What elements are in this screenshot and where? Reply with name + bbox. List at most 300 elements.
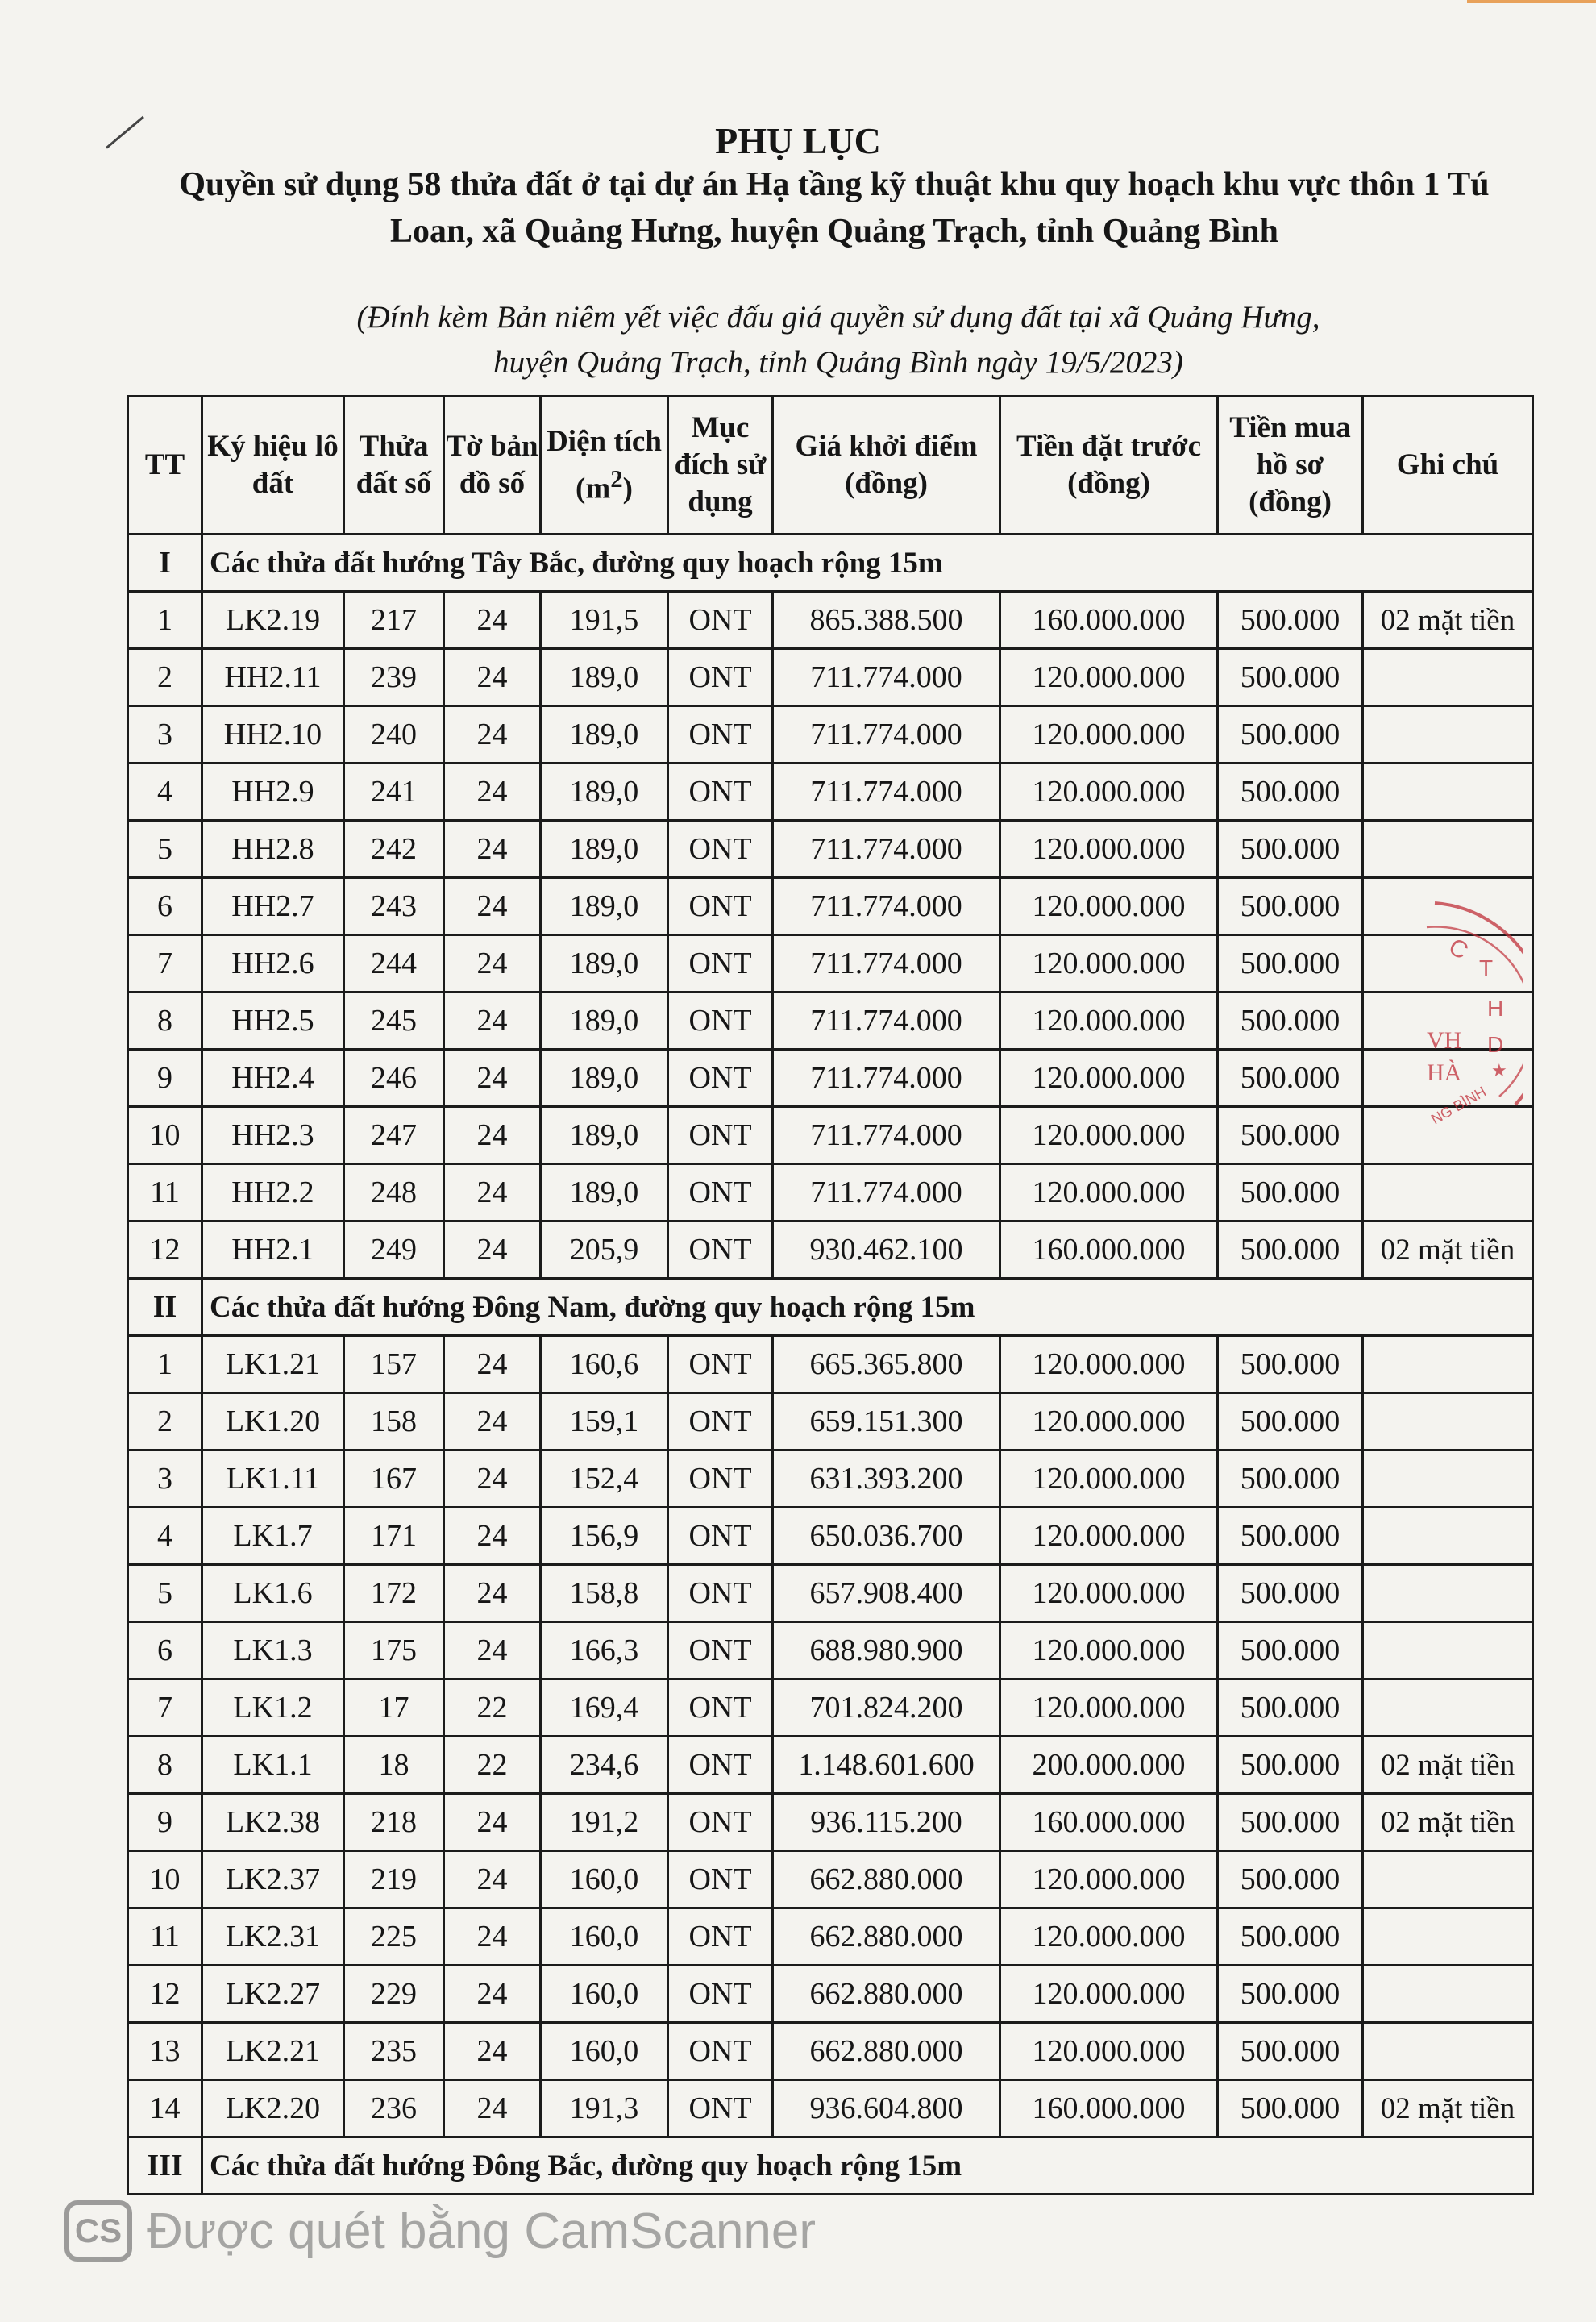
camscanner-watermark	[64, 2195, 951, 2267]
cell-ky-hieu: LK1.11	[202, 1450, 344, 1508]
cell-tien-dat-truoc: 120.000.000	[1000, 706, 1218, 764]
cell-to-ban-do: 22	[444, 1679, 541, 1737]
cell-tien-dat-truoc: 120.000.000	[1000, 878, 1218, 935]
cell-gia-khoi-diem: 650.036.700	[773, 1508, 1000, 1565]
cell-ghi-chu: 02 mặt tiền	[1363, 1737, 1533, 1794]
cell-thua: 218	[344, 1794, 444, 1851]
cell-ghi-chu	[1363, 1622, 1533, 1679]
cell-tien-dat-truoc: 120.000.000	[1000, 1336, 1218, 1393]
header-thua: Thửa đất số	[344, 397, 444, 535]
cell-dien-tich: 189,0	[541, 992, 668, 1050]
table-row	[128, 1622, 1533, 1679]
cell-ky-hieu: HH2.5	[202, 992, 344, 1050]
subtitle-line-2: Loan, xã Quảng Hưng, huyện Quảng Trạch, tỉnh Quảng Bình	[389, 213, 1279, 250]
cell-tien-dat-truoc: 120.000.000	[1000, 2023, 1218, 2080]
cell-to-ban-do: 24	[444, 1794, 541, 1851]
cell-muc-dich: ONT	[668, 1508, 773, 1565]
table-row	[128, 1393, 1533, 1450]
cell-dien-tich: 234,6	[541, 1737, 668, 1794]
note-line-1: (Đính kèm Bản niêm yết việc đấu giá quyền sử dụng đất tại xã Quảng Hưng,	[356, 300, 1320, 335]
cell-gia-khoi-diem: 711.774.000	[773, 706, 1000, 764]
cell-gia-khoi-diem: 665.365.800	[773, 1336, 1000, 1393]
cell-tien-dat-truoc: 120.000.000	[1000, 1622, 1218, 1679]
cell-to-ban-do: 24	[444, 592, 541, 649]
cell-to-ban-do: 24	[444, 1050, 541, 1107]
cell-tien-dat-truoc: 160.000.000	[1000, 2080, 1218, 2137]
cell-thua: 229	[344, 1966, 444, 2023]
cell-tien-dat-truoc: 120.000.000	[1000, 1508, 1218, 1565]
table-row	[128, 1966, 1533, 2023]
cell-tien-dat-truoc: 120.000.000	[1000, 1679, 1218, 1737]
cell-tien-dat-truoc: 160.000.000	[1000, 1221, 1218, 1279]
cell-tien-mua-ho-so: 500.000	[1218, 1164, 1363, 1221]
cell-tien-mua-ho-so: 500.000	[1218, 1450, 1363, 1508]
section-row	[128, 2137, 1533, 2195]
cell-to-ban-do: 24	[444, 1164, 541, 1221]
cell-muc-dich: ONT	[668, 1450, 773, 1508]
cell-thua: 167	[344, 1450, 444, 1508]
cell-tt: 3	[128, 706, 202, 764]
cell-tien-mua-ho-so: 500.000	[1218, 935, 1363, 992]
cell-tt: 8	[128, 1737, 202, 1794]
cell-gia-khoi-diem: 711.774.000	[773, 1050, 1000, 1107]
cell-tien-dat-truoc: 120.000.000	[1000, 1966, 1218, 2023]
cell-muc-dich: ONT	[668, 992, 773, 1050]
table-row	[128, 592, 1533, 649]
cell-muc-dich: ONT	[668, 1050, 773, 1107]
cell-tien-dat-truoc: 160.000.000	[1000, 1794, 1218, 1851]
table-row	[128, 821, 1533, 878]
cell-thua: 241	[344, 764, 444, 821]
table-row	[128, 1221, 1533, 1279]
cell-tien-mua-ho-so: 500.000	[1218, 1908, 1363, 1966]
svg-text:D: D	[1487, 1032, 1504, 1057]
cell-tt: 9	[128, 1050, 202, 1107]
cell-ky-hieu: LK1.6	[202, 1565, 344, 1622]
cell-to-ban-do: 24	[444, 1221, 541, 1279]
header-ky-hieu: Ký hiệu lô đất	[202, 397, 344, 535]
cell-to-ban-do: 24	[444, 1966, 541, 2023]
cell-tien-dat-truoc: 160.000.000	[1000, 592, 1218, 649]
cell-tt: 6	[128, 1622, 202, 1679]
document-subtitle	[137, 161, 1532, 255]
header-dien-tich	[541, 397, 668, 535]
cell-dien-tich: 189,0	[541, 1164, 668, 1221]
cell-muc-dich: ONT	[668, 1966, 773, 2023]
cell-dien-tich: 156,9	[541, 1508, 668, 1565]
cell-muc-dich: ONT	[668, 2080, 773, 2137]
cell-dien-tich: 160,0	[541, 2023, 668, 2080]
cell-to-ban-do: 24	[444, 935, 541, 992]
cell-dien-tich: 189,0	[541, 706, 668, 764]
cell-tt: 5	[128, 1565, 202, 1622]
cell-tien-mua-ho-so: 500.000	[1218, 1393, 1363, 1450]
cell-dien-tich: 191,5	[541, 592, 668, 649]
cell-ghi-chu	[1363, 1966, 1533, 2023]
cell-ky-hieu: LK1.21	[202, 1336, 344, 1393]
cell-to-ban-do: 24	[444, 878, 541, 935]
cell-tien-mua-ho-so: 500.000	[1218, 1737, 1363, 1794]
section-number: III	[128, 2137, 202, 2195]
cell-tien-mua-ho-so: 500.000	[1218, 1966, 1363, 2023]
svg-text:T: T	[1479, 955, 1494, 980]
cell-tien-mua-ho-so: 500.000	[1218, 1679, 1363, 1737]
cell-dien-tich: 158,8	[541, 1565, 668, 1622]
table-body	[128, 535, 1533, 2195]
cell-gia-khoi-diem: 631.393.200	[773, 1450, 1000, 1508]
cell-ghi-chu	[1363, 935, 1533, 992]
cell-dien-tich: 160,0	[541, 1851, 668, 1908]
cell-muc-dich: ONT	[668, 1851, 773, 1908]
cell-ghi-chu	[1363, 1508, 1533, 1565]
cell-gia-khoi-diem: 711.774.000	[773, 1107, 1000, 1164]
cell-ghi-chu: 02 mặt tiền	[1363, 1221, 1533, 1279]
cell-muc-dich: ONT	[668, 1679, 773, 1737]
cell-tt: 7	[128, 935, 202, 992]
section-number: II	[128, 1279, 202, 1336]
cell-dien-tich: 189,0	[541, 935, 668, 992]
cell-ky-hieu: HH2.11	[202, 649, 344, 706]
cell-ky-hieu: LK2.20	[202, 2080, 344, 2137]
cell-ky-hieu: HH2.3	[202, 1107, 344, 1164]
cell-gia-khoi-diem: 711.774.000	[773, 992, 1000, 1050]
cell-ky-hieu: LK1.3	[202, 1622, 344, 1679]
cell-muc-dich: ONT	[668, 1336, 773, 1393]
cell-tien-mua-ho-so: 500.000	[1218, 592, 1363, 649]
cell-tt: 12	[128, 1221, 202, 1279]
cell-ghi-chu: 02 mặt tiền	[1363, 1794, 1533, 1851]
cell-to-ban-do: 24	[444, 1622, 541, 1679]
cell-tt: 11	[128, 1164, 202, 1221]
cell-to-ban-do: 24	[444, 1107, 541, 1164]
cell-tien-dat-truoc: 120.000.000	[1000, 821, 1218, 878]
cell-ky-hieu: HH2.9	[202, 764, 344, 821]
table-row	[128, 2080, 1533, 2137]
cell-tien-mua-ho-so: 500.000	[1218, 649, 1363, 706]
cell-ky-hieu: HH2.4	[202, 1050, 344, 1107]
cell-to-ban-do: 24	[444, 649, 541, 706]
cell-tien-dat-truoc: 120.000.000	[1000, 1050, 1218, 1107]
cell-to-ban-do: 24	[444, 2080, 541, 2137]
section-title: Các thửa đất hướng Tây Bắc, đường quy hoạch rộng 15m	[202, 535, 1533, 592]
table-row	[128, 1737, 1533, 1794]
cell-to-ban-do: 24	[444, 992, 541, 1050]
table-row	[128, 1050, 1533, 1107]
cell-to-ban-do: 24	[444, 1851, 541, 1908]
cell-tien-dat-truoc: 120.000.000	[1000, 764, 1218, 821]
cell-dien-tich: 189,0	[541, 1050, 668, 1107]
cell-gia-khoi-diem: 659.151.300	[773, 1393, 1000, 1450]
cell-tien-dat-truoc: 120.000.000	[1000, 935, 1218, 992]
cell-tt: 7	[128, 1679, 202, 1737]
camscanner-logo-icon: CS	[64, 2200, 132, 2262]
cell-dien-tich: 189,0	[541, 821, 668, 878]
cell-gia-khoi-diem: 662.880.000	[773, 1851, 1000, 1908]
cell-dien-tich: 205,9	[541, 1221, 668, 1279]
cell-ky-hieu: LK2.31	[202, 1908, 344, 1966]
cell-thua: 17	[344, 1679, 444, 1737]
cell-tien-mua-ho-so: 500.000	[1218, 821, 1363, 878]
cell-muc-dich: ONT	[668, 1565, 773, 1622]
cell-thua: 172	[344, 1565, 444, 1622]
document-title: PHỤ LỤC	[715, 120, 881, 161]
table-row	[128, 1508, 1533, 1565]
cell-dien-tich: 159,1	[541, 1393, 668, 1450]
table-row	[128, 1164, 1533, 1221]
table-row	[128, 649, 1533, 706]
cell-tien-mua-ho-so: 500.000	[1218, 992, 1363, 1050]
table-row	[128, 1851, 1533, 1908]
header-gia-khoi-diem: Giá khởi điểm (đồng)	[773, 397, 1000, 535]
cell-ky-hieu: LK2.37	[202, 1851, 344, 1908]
camscanner-text: Được quét bằng CamScanner	[147, 2203, 817, 2259]
cell-tien-mua-ho-so: 500.000	[1218, 764, 1363, 821]
cell-ghi-chu	[1363, 1050, 1533, 1107]
cell-dien-tich: 160,0	[541, 1908, 668, 1966]
cell-tt: 9	[128, 1794, 202, 1851]
cell-tien-mua-ho-so: 500.000	[1218, 2080, 1363, 2137]
table-row	[128, 1794, 1533, 1851]
cell-tien-mua-ho-so: 500.000	[1218, 1565, 1363, 1622]
cell-tien-mua-ho-so: 500.000	[1218, 1622, 1363, 1679]
cell-thua: 225	[344, 1908, 444, 1966]
cell-to-ban-do: 24	[444, 1908, 541, 1966]
section-number: I	[128, 535, 202, 592]
cell-thua: 236	[344, 2080, 444, 2137]
cell-dien-tich: 191,2	[541, 1794, 668, 1851]
table-header-row	[128, 397, 1533, 535]
cell-tt: 13	[128, 2023, 202, 2080]
table-row	[128, 706, 1533, 764]
cell-tien-mua-ho-so: 500.000	[1218, 1050, 1363, 1107]
cell-tien-mua-ho-so: 500.000	[1218, 2023, 1363, 2080]
cell-thua: 171	[344, 1508, 444, 1565]
cell-gia-khoi-diem: 711.774.000	[773, 649, 1000, 706]
header-tt: TT	[128, 397, 202, 535]
cell-muc-dich: ONT	[668, 649, 773, 706]
cell-gia-khoi-diem: 1.148.601.600	[773, 1737, 1000, 1794]
cell-tien-dat-truoc: 120.000.000	[1000, 1908, 1218, 1966]
cell-tt: 8	[128, 992, 202, 1050]
cell-gia-khoi-diem: 936.604.800	[773, 2080, 1000, 2137]
cell-dien-tich: 152,4	[541, 1450, 668, 1508]
cell-thua: 245	[344, 992, 444, 1050]
cell-muc-dich: ONT	[668, 1794, 773, 1851]
cell-muc-dich: ONT	[668, 821, 773, 878]
svg-text:HÀ: HÀ	[1427, 1059, 1462, 1086]
cell-to-ban-do: 24	[444, 706, 541, 764]
header-tien-dat-truoc: Tiền đặt trước (đồng)	[1000, 397, 1218, 535]
cell-tien-mua-ho-so: 500.000	[1218, 1221, 1363, 1279]
cell-gia-khoi-diem: 662.880.000	[773, 1908, 1000, 1966]
header-dien-tich-close: )	[622, 472, 633, 506]
cell-muc-dich: ONT	[668, 1107, 773, 1164]
cell-gia-khoi-diem: 930.462.100	[773, 1221, 1000, 1279]
header-dien-tich-sup: 2	[610, 464, 623, 493]
cell-gia-khoi-diem: 711.774.000	[773, 878, 1000, 935]
cell-gia-khoi-diem: 657.908.400	[773, 1565, 1000, 1622]
cell-ky-hieu: HH2.8	[202, 821, 344, 878]
cell-ky-hieu: LK1.2	[202, 1679, 344, 1737]
cell-ghi-chu	[1363, 1393, 1533, 1450]
section-row	[128, 1279, 1533, 1336]
table-row	[128, 2023, 1533, 2080]
cell-ghi-chu	[1363, 1565, 1533, 1622]
cell-ky-hieu: HH2.7	[202, 878, 344, 935]
cell-thua: 242	[344, 821, 444, 878]
section-title: Các thửa đất hướng Đông Nam, đường quy hoạch rộng 15m	[202, 1279, 1533, 1336]
cell-ky-hieu: LK2.21	[202, 2023, 344, 2080]
cell-thua: 240	[344, 706, 444, 764]
header-tien-mua-ho-so: Tiền mua hồ sơ (đồng)	[1218, 397, 1363, 535]
cell-tt: 10	[128, 1851, 202, 1908]
cell-muc-dich: ONT	[668, 1622, 773, 1679]
cell-tien-dat-truoc: 200.000.000	[1000, 1737, 1218, 1794]
cell-tt: 1	[128, 1336, 202, 1393]
header-muc-dich: Mục đích sử dụng	[668, 397, 773, 535]
cell-ky-hieu: LK1.7	[202, 1508, 344, 1565]
cell-muc-dich: ONT	[668, 1737, 773, 1794]
cell-ghi-chu	[1363, 1450, 1533, 1508]
cell-gia-khoi-diem: 865.388.500	[773, 592, 1000, 649]
cell-tt: 4	[128, 1508, 202, 1565]
cell-muc-dich: ONT	[668, 706, 773, 764]
cell-ghi-chu	[1363, 764, 1533, 821]
cell-dien-tich: 189,0	[541, 1107, 668, 1164]
cell-tt: 12	[128, 1966, 202, 2023]
cell-tien-dat-truoc: 120.000.000	[1000, 1450, 1218, 1508]
cell-gia-khoi-diem: 662.880.000	[773, 1966, 1000, 2023]
cell-to-ban-do: 24	[444, 764, 541, 821]
cell-thua: 247	[344, 1107, 444, 1164]
table-row	[128, 992, 1533, 1050]
cell-thua: 18	[344, 1737, 444, 1794]
cell-ghi-chu	[1363, 1164, 1533, 1221]
table-row	[128, 764, 1533, 821]
land-plot-table	[127, 395, 1534, 2195]
cell-ghi-chu	[1363, 1851, 1533, 1908]
cell-thua: 239	[344, 649, 444, 706]
cell-dien-tich: 189,0	[541, 649, 668, 706]
cell-ghi-chu: 02 mặt tiền	[1363, 592, 1533, 649]
cell-dien-tich: 189,0	[541, 878, 668, 935]
cell-gia-khoi-diem: 711.774.000	[773, 935, 1000, 992]
cell-to-ban-do: 24	[444, 1336, 541, 1393]
cell-thua: 243	[344, 878, 444, 935]
cell-gia-khoi-diem: 711.774.000	[773, 821, 1000, 878]
cell-thua: 219	[344, 1851, 444, 1908]
cell-thua: 244	[344, 935, 444, 992]
cell-to-ban-do: 22	[444, 1737, 541, 1794]
svg-text:H: H	[1487, 996, 1504, 1021]
cell-tien-mua-ho-so: 500.000	[1218, 1794, 1363, 1851]
cell-tien-mua-ho-so: 500.000	[1218, 878, 1363, 935]
cell-ghi-chu	[1363, 1679, 1533, 1737]
cell-to-ban-do: 24	[444, 821, 541, 878]
cell-tien-mua-ho-so: 500.000	[1218, 1508, 1363, 1565]
cell-muc-dich: ONT	[668, 935, 773, 992]
note-line-2: huyện Quảng Trạch, tỉnh Quảng Bình ngày 19/5/2023)	[493, 345, 1183, 380]
cell-to-ban-do: 24	[444, 2023, 541, 2080]
section-title: Các thửa đất hướng Đông Bắc, đường quy hoạch rộng 15m	[202, 2137, 1533, 2195]
cell-ky-hieu: HH2.2	[202, 1164, 344, 1221]
cell-tien-dat-truoc: 120.000.000	[1000, 992, 1218, 1050]
cell-tt: 11	[128, 1908, 202, 1966]
header-dien-tich-text: Diện tích (m	[547, 424, 662, 506]
cell-thua: 217	[344, 592, 444, 649]
cell-ghi-chu	[1363, 706, 1533, 764]
table-row	[128, 1565, 1533, 1622]
cell-ghi-chu	[1363, 1336, 1533, 1393]
cell-tien-dat-truoc: 120.000.000	[1000, 1164, 1218, 1221]
cell-tt: 1	[128, 592, 202, 649]
cell-ghi-chu	[1363, 821, 1533, 878]
cell-muc-dich: ONT	[668, 764, 773, 821]
table-row	[128, 878, 1533, 935]
cell-gia-khoi-diem: 711.774.000	[773, 764, 1000, 821]
cell-ghi-chu	[1363, 649, 1533, 706]
header-to-ban-do: Tờ bản đồ số	[444, 397, 541, 535]
cell-muc-dich: ONT	[668, 1221, 773, 1279]
svg-text:NG BÌNH: NG BÌNH	[1428, 1083, 1489, 1128]
table-row	[128, 1336, 1533, 1393]
section-row	[128, 535, 1533, 592]
cell-muc-dich: ONT	[668, 1393, 773, 1450]
cell-ky-hieu: LK1.1	[202, 1737, 344, 1794]
cell-thua: 246	[344, 1050, 444, 1107]
cell-thua: 175	[344, 1622, 444, 1679]
cell-ky-hieu: LK2.38	[202, 1794, 344, 1851]
cell-dien-tich: 191,3	[541, 2080, 668, 2137]
cell-ky-hieu: HH2.6	[202, 935, 344, 992]
cell-tt: 4	[128, 764, 202, 821]
table-row	[128, 935, 1533, 992]
cell-thua: 248	[344, 1164, 444, 1221]
cell-ghi-chu	[1363, 1107, 1533, 1164]
cell-tien-dat-truoc: 120.000.000	[1000, 649, 1218, 706]
cell-muc-dich: ONT	[668, 1164, 773, 1221]
cell-ghi-chu: 02 mặt tiền	[1363, 2080, 1533, 2137]
table-row	[128, 1450, 1533, 1508]
cell-tt: 6	[128, 878, 202, 935]
cell-tien-mua-ho-so: 500.000	[1218, 1851, 1363, 1908]
cell-tien-mua-ho-so: 500.000	[1218, 706, 1363, 764]
cell-to-ban-do: 24	[444, 1450, 541, 1508]
cell-gia-khoi-diem: 662.880.000	[773, 2023, 1000, 2080]
cell-thua: 249	[344, 1221, 444, 1279]
cell-gia-khoi-diem: 936.115.200	[773, 1794, 1000, 1851]
cell-gia-khoi-diem: 701.824.200	[773, 1679, 1000, 1737]
cell-ghi-chu	[1363, 992, 1533, 1050]
cell-dien-tich: 160,6	[541, 1336, 668, 1393]
cell-ky-hieu: HH2.10	[202, 706, 344, 764]
cell-muc-dich: ONT	[668, 592, 773, 649]
cell-dien-tich: 160,0	[541, 1966, 668, 2023]
table-row	[128, 1908, 1533, 1966]
cell-to-ban-do: 24	[444, 1508, 541, 1565]
cell-tt: 5	[128, 821, 202, 878]
cell-tt: 14	[128, 2080, 202, 2137]
cell-muc-dich: ONT	[668, 2023, 773, 2080]
table-row	[128, 1679, 1533, 1737]
cell-tt: 3	[128, 1450, 202, 1508]
cell-to-ban-do: 24	[444, 1565, 541, 1622]
table-row	[128, 1107, 1533, 1164]
cell-tien-mua-ho-so: 500.000	[1218, 1107, 1363, 1164]
cell-ghi-chu	[1363, 2023, 1533, 2080]
cell-dien-tich: 169,4	[541, 1679, 668, 1737]
cell-ky-hieu: LK2.19	[202, 592, 344, 649]
